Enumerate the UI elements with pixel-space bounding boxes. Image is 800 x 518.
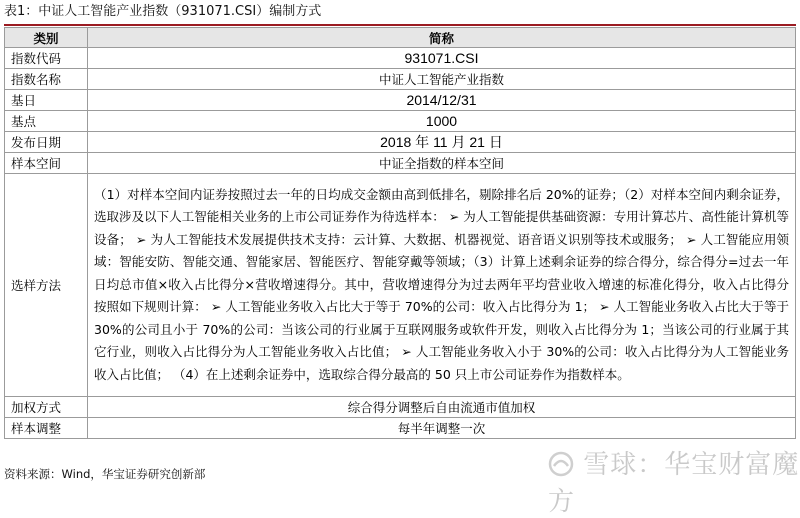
table-row — [5, 48, 796, 69]
row-value-selection: （1）对样本空间内证券按照过去一年的日均成交金额由高到低排名，剔除排名后 20%的证券；（2）对样本空间内剩余证券，选取涉及以下人工智能相关业务的上市公司证券作为待选样本： ➢ 为人工智能提供基础资源：专用计算芯片、高性能计算机等设备； ➢ 为人工智能技术发展提供技术支持：云计算、大数据、机器视觉、语音语义识别等技术或服务； ➢ 人工智能应用领域：智能安防、智能交通、智能家居、智能医疗、智能穿戴等领域；（3）计算上述剩余证券的综合得分，综合得分=过去一年日均总市值×收入占比得分×营收增速得分。其中，营收增速得分为过去两年平均营业收入增速的标准化得分，收入占比得分按照如下规则计算： ➢ 人工智能业务收入占比大于等于 70%的公司：收入占比得分为 1； ➢ 人工智能业务收入占比大于等于 30%的公司且小于 70%的公司：当该公司的行业属于互联网服务或软件开发，则收入占比得分为 1；当该公司的行业属于其它行业，则收入占比得分为人工智能业务收入占比值； ➢ 人工智能业务收入小于 30%的公司：收入占比得分为人工智能业务收入占比值； （4）在上述剩余证券中，选取综合得分最高的 50 只上市公司证券作为指数样本。 — [88, 174, 796, 397]
row-value-name: 中证人工智能产业指数 — [88, 69, 796, 90]
row-label-release-date: 发布日期 — [5, 132, 88, 153]
caption-divider — [4, 24, 796, 26]
row-value-code: 931071.CSI — [88, 48, 796, 69]
row-label-selection: 选样方法 — [5, 174, 88, 397]
table-row — [5, 132, 796, 153]
row-value-adjustment: 每半年调整一次 — [88, 418, 796, 439]
row-label-base-date: 基日 — [5, 90, 88, 111]
header-category: 类别 — [5, 28, 88, 48]
row-value-sample-space: 中证全指数的样本空间 — [88, 153, 796, 174]
row-label-name: 指数名称 — [5, 69, 88, 90]
row-label-weighting: 加权方式 — [5, 397, 88, 418]
index-spec-table — [4, 27, 796, 439]
table-row — [5, 397, 796, 418]
table-row — [5, 69, 796, 90]
table-row — [5, 111, 796, 132]
table-row — [5, 418, 796, 439]
row-label-code: 指数代码 — [5, 48, 88, 69]
row-label-base-point: 基点 — [5, 111, 88, 132]
row-value-release-date: 2018 年 11 月 21 日 — [88, 132, 796, 153]
row-label-adjustment: 样本调整 — [5, 418, 88, 439]
table-header-row — [5, 28, 796, 48]
table-caption: 表1：中证人工智能产业指数（931071.CSI）编制方式 — [4, 4, 322, 19]
snowball-logo-icon — [548, 451, 574, 477]
table-row — [5, 174, 796, 397]
watermark — [548, 444, 800, 518]
source-note: 资料来源：Wind，华宝证券研究创新部 — [4, 467, 206, 481]
header-name: 简称 — [88, 28, 796, 48]
row-value-base-point: 1000 — [88, 111, 796, 132]
row-label-sample-space: 样本空间 — [5, 153, 88, 174]
table-row — [5, 153, 796, 174]
row-value-base-date: 2014/12/31 — [88, 90, 796, 111]
row-value-weighting: 综合得分调整后自由流通市值加权 — [88, 397, 796, 418]
table-row — [5, 90, 796, 111]
watermark-text: 雪球：华宝财富魔方 — [548, 450, 800, 517]
